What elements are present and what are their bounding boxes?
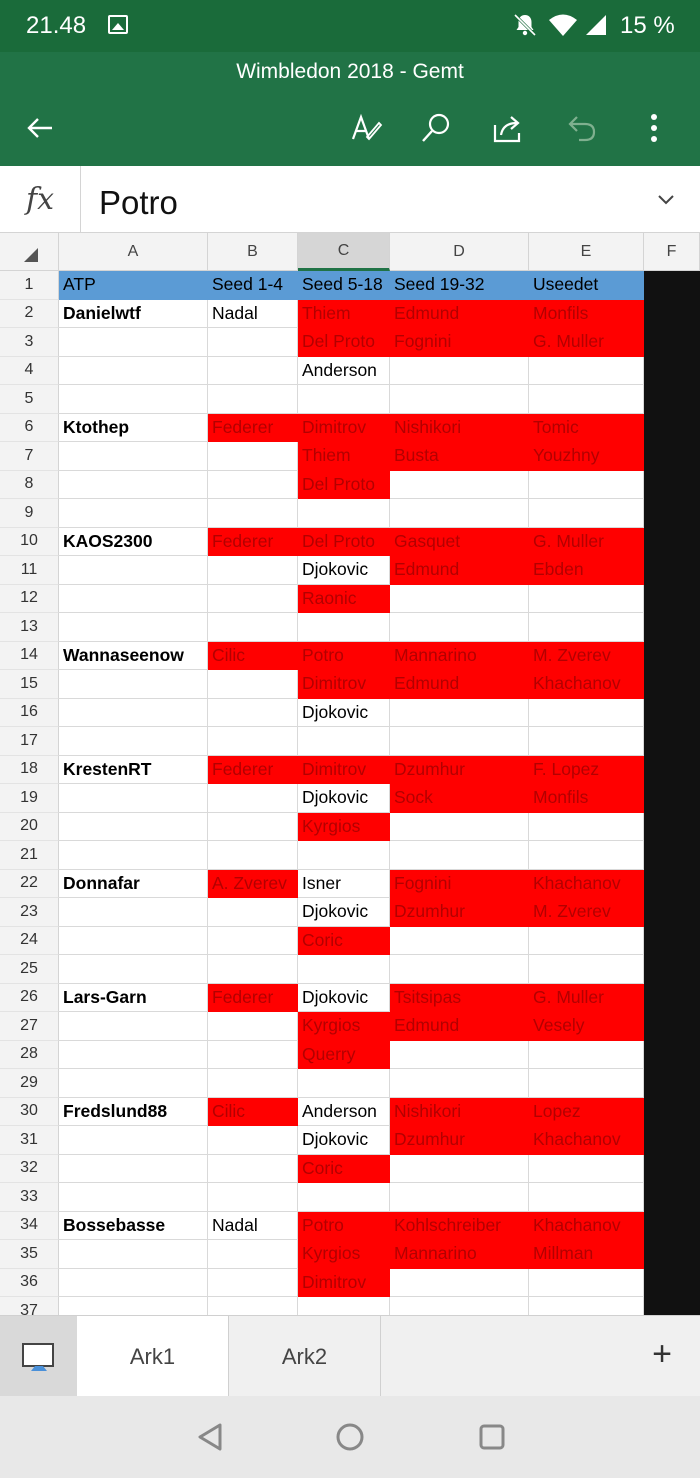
- cell-d19[interactable]: Sock: [390, 784, 529, 813]
- cell-a17[interactable]: [59, 727, 208, 756]
- row-header[interactable]: 7: [0, 442, 59, 471]
- cell-a12[interactable]: [59, 585, 208, 614]
- status-bar: [0, 0, 700, 52]
- cell-d4[interactable]: [390, 357, 529, 386]
- cell-a9[interactable]: [59, 499, 208, 528]
- cell-b3[interactable]: [208, 328, 298, 357]
- cell-b14[interactable]: Cilic: [208, 642, 298, 671]
- cell-e5[interactable]: [529, 385, 644, 414]
- cell-d12[interactable]: [390, 585, 529, 614]
- cell-d7[interactable]: Busta: [390, 442, 529, 471]
- cell-a21[interactable]: [59, 841, 208, 870]
- column-header-f[interactable]: F: [644, 233, 700, 271]
- cell-b24[interactable]: [208, 927, 298, 956]
- cell-a25[interactable]: [59, 955, 208, 984]
- row-header[interactable]: 2: [0, 300, 59, 329]
- cell-e31[interactable]: Khachanov: [529, 1126, 644, 1155]
- cell-e21[interactable]: [529, 841, 644, 870]
- cell-b17[interactable]: [208, 727, 298, 756]
- cell-b10[interactable]: Federer: [208, 528, 298, 557]
- cell-c15[interactable]: Dimitrov: [298, 670, 390, 699]
- sheets-toggle-button[interactable]: [0, 1316, 77, 1397]
- cell-c18[interactable]: Dimitrov: [298, 756, 390, 785]
- cell-d31[interactable]: Dzumhur: [390, 1126, 529, 1155]
- cell-c20[interactable]: Kyrgios: [298, 813, 390, 842]
- column-header-a[interactable]: A: [59, 233, 208, 271]
- cell-a23[interactable]: [59, 898, 208, 927]
- cell-c30[interactable]: Anderson: [298, 1098, 390, 1127]
- column-header-d[interactable]: D: [390, 233, 529, 271]
- cell-a5[interactable]: [59, 385, 208, 414]
- row-header[interactable]: 9: [0, 499, 59, 528]
- cell-c6[interactable]: Dimitrov: [298, 414, 390, 443]
- cell-b2[interactable]: Nadal: [208, 300, 298, 329]
- cell-c28[interactable]: Querry: [298, 1041, 390, 1070]
- cell-d20[interactable]: [390, 813, 529, 842]
- cell-b21[interactable]: [208, 841, 298, 870]
- row-header[interactable]: 21: [0, 841, 59, 870]
- cell-c35[interactable]: Kyrgios: [298, 1240, 390, 1269]
- draw-icon[interactable]: [346, 108, 386, 148]
- cell-c12[interactable]: Raonic: [298, 585, 390, 614]
- cell-a2[interactable]: Danielwtf: [59, 300, 208, 329]
- cell-e10[interactable]: G. Muller: [529, 528, 644, 557]
- row-header[interactable]: 36: [0, 1269, 59, 1298]
- cell-b34[interactable]: Nadal: [208, 1212, 298, 1241]
- cell-b33[interactable]: [208, 1183, 298, 1212]
- row-header[interactable]: 11: [0, 556, 59, 585]
- cell-a35[interactable]: [59, 1240, 208, 1269]
- cell-b16[interactable]: [208, 699, 298, 728]
- row-header[interactable]: 30: [0, 1098, 59, 1127]
- cell-c13[interactable]: [298, 613, 390, 642]
- cell-d14[interactable]: Mannarino: [390, 642, 529, 671]
- formula-input[interactable]: Potro: [99, 184, 178, 221]
- row-header[interactable]: 18: [0, 756, 59, 785]
- row-header[interactable]: 33: [0, 1183, 59, 1212]
- cell-d36[interactable]: [390, 1269, 529, 1298]
- cell-d37[interactable]: [390, 1297, 529, 1315]
- cell-b31[interactable]: [208, 1126, 298, 1155]
- cell-b29[interactable]: [208, 1069, 298, 1098]
- cell-c36[interactable]: Dimitrov: [298, 1269, 390, 1298]
- cell-c22[interactable]: Isner: [298, 870, 390, 899]
- row-header[interactable]: 31: [0, 1126, 59, 1155]
- cell-a20[interactable]: [59, 813, 208, 842]
- cell-d13[interactable]: [390, 613, 529, 642]
- cell-b7[interactable]: [208, 442, 298, 471]
- cell-d26[interactable]: Tsitsipas: [390, 984, 529, 1013]
- cell-a19[interactable]: [59, 784, 208, 813]
- home-circle-icon[interactable]: [332, 1419, 368, 1455]
- cell-c1[interactable]: Seed 5-18: [298, 271, 390, 300]
- row-header[interactable]: 12: [0, 585, 59, 614]
- cell-b22[interactable]: A. Zverev: [208, 870, 298, 899]
- cell-e24[interactable]: [529, 927, 644, 956]
- cell-a15[interactable]: [59, 670, 208, 699]
- cell-c23[interactable]: Djokovic: [298, 898, 390, 927]
- cell-a22[interactable]: Donnafar: [59, 870, 208, 899]
- cell-c29[interactable]: [298, 1069, 390, 1098]
- row-header[interactable]: 10: [0, 528, 59, 557]
- cell-c10[interactable]: Del Proto: [298, 528, 390, 557]
- cell-d23[interactable]: Dzumhur: [390, 898, 529, 927]
- cell-d22[interactable]: Fognini: [390, 870, 529, 899]
- cell-b19[interactable]: [208, 784, 298, 813]
- cell-d21[interactable]: [390, 841, 529, 870]
- cell-e37[interactable]: [529, 1297, 644, 1315]
- cell-b20[interactable]: [208, 813, 298, 842]
- cell-b27[interactable]: [208, 1012, 298, 1041]
- wifi-icon: [548, 13, 578, 37]
- cell-a4[interactable]: [59, 357, 208, 386]
- chevron-down-icon[interactable]: [655, 188, 677, 210]
- cell-c8[interactable]: Del Proto: [298, 471, 390, 500]
- row-header[interactable]: 24: [0, 927, 59, 956]
- cell-c5[interactable]: [298, 385, 390, 414]
- app-bar: [0, 52, 700, 166]
- cell-b35[interactable]: [208, 1240, 298, 1269]
- row-header[interactable]: 19: [0, 784, 59, 813]
- row-header[interactable]: 27: [0, 1012, 59, 1041]
- cell-d1[interactable]: Seed 19-32: [390, 271, 529, 300]
- cell-d10[interactable]: Gasquet: [390, 528, 529, 557]
- cell-b8[interactable]: [208, 471, 298, 500]
- cell-e2[interactable]: Monfils: [529, 300, 644, 329]
- cell-e29[interactable]: [529, 1069, 644, 1098]
- cell-d8[interactable]: [390, 471, 529, 500]
- cell-e9[interactable]: [529, 499, 644, 528]
- cell-a29[interactable]: [59, 1069, 208, 1098]
- cell-a10[interactable]: KAOS2300: [59, 528, 208, 557]
- cell-e32[interactable]: [529, 1155, 644, 1184]
- cell-a33[interactable]: [59, 1183, 208, 1212]
- cell-a36[interactable]: [59, 1269, 208, 1298]
- cell-e14[interactable]: M. Zverev: [529, 642, 644, 671]
- cell-d24[interactable]: [390, 927, 529, 956]
- sheet-tab-bar: [0, 1315, 700, 1397]
- row-header[interactable]: 4: [0, 357, 59, 386]
- row-header[interactable]: 34: [0, 1212, 59, 1241]
- cell-a30[interactable]: Fredslund88: [59, 1098, 208, 1127]
- cell-d3[interactable]: Fognini: [390, 328, 529, 357]
- cell-b12[interactable]: [208, 585, 298, 614]
- cell-e1[interactable]: Useedet: [529, 271, 644, 300]
- system-nav-bar: [0, 1396, 700, 1478]
- cell-c14[interactable]: Potro: [298, 642, 390, 671]
- cell-b9[interactable]: [208, 499, 298, 528]
- cell-d33[interactable]: [390, 1183, 529, 1212]
- cell-c17[interactable]: [298, 727, 390, 756]
- cell-d11[interactable]: Edmund: [390, 556, 529, 585]
- column-header-c[interactable]: C: [298, 233, 390, 271]
- cell-e17[interactable]: [529, 727, 644, 756]
- cell-d5[interactable]: [390, 385, 529, 414]
- formula-bar: [0, 166, 700, 233]
- cell-e8[interactable]: [529, 471, 644, 500]
- cell-d29[interactable]: [390, 1069, 529, 1098]
- row-header[interactable]: 26: [0, 984, 59, 1013]
- cell-d17[interactable]: [390, 727, 529, 756]
- cell-e34[interactable]: Khachanov: [529, 1212, 644, 1241]
- cell-e7[interactable]: Youzhny: [529, 442, 644, 471]
- row-header[interactable]: 22: [0, 870, 59, 899]
- cell-d32[interactable]: [390, 1155, 529, 1184]
- row-header[interactable]: 32: [0, 1155, 59, 1184]
- cell-d18[interactable]: Dzumhur: [390, 756, 529, 785]
- cell-d2[interactable]: Edmund: [390, 300, 529, 329]
- cell-e25[interactable]: [529, 955, 644, 984]
- tab-ark2[interactable]: Ark2: [229, 1316, 381, 1397]
- cell-e13[interactable]: [529, 613, 644, 642]
- cell-b5[interactable]: [208, 385, 298, 414]
- back-arrow-icon[interactable]: [20, 108, 60, 148]
- cell-b36[interactable]: [208, 1269, 298, 1298]
- cell-d28[interactable]: [390, 1041, 529, 1070]
- row-header[interactable]: 5: [0, 385, 59, 414]
- cell-a16[interactable]: [59, 699, 208, 728]
- cell-c11[interactable]: Djokovic: [298, 556, 390, 585]
- cell-b1[interactable]: Seed 1-4: [208, 271, 298, 300]
- cell-a28[interactable]: [59, 1041, 208, 1070]
- cell-e22[interactable]: Khachanov: [529, 870, 644, 899]
- row-header[interactable]: 8: [0, 471, 59, 500]
- cell-a1[interactable]: ATP: [59, 271, 208, 300]
- signal-icon: [584, 13, 608, 37]
- cell-d15[interactable]: Edmund: [390, 670, 529, 699]
- cell-e33[interactable]: [529, 1183, 644, 1212]
- row-header[interactable]: 16: [0, 699, 59, 728]
- row-header[interactable]: 14: [0, 642, 59, 671]
- cell-c31[interactable]: Djokovic: [298, 1126, 390, 1155]
- fx-label: fx: [0, 166, 81, 232]
- cell-b15[interactable]: [208, 670, 298, 699]
- cell-c3[interactable]: Del Proto: [298, 328, 390, 357]
- cell-c2[interactable]: Thiem: [298, 300, 390, 329]
- row-header[interactable]: 17: [0, 727, 59, 756]
- cell-d30[interactable]: Nishikori: [390, 1098, 529, 1127]
- cell-a34[interactable]: Bossebasse: [59, 1212, 208, 1241]
- cell-e11[interactable]: Ebden: [529, 556, 644, 585]
- select-all-corner[interactable]: [0, 233, 59, 271]
- cell-b6[interactable]: Federer: [208, 414, 298, 443]
- cell-d34[interactable]: Kohlschreiber: [390, 1212, 529, 1241]
- cell-a11[interactable]: [59, 556, 208, 585]
- cell-e23[interactable]: M. Zverev: [529, 898, 644, 927]
- cell-b4[interactable]: [208, 357, 298, 386]
- cell-a6[interactable]: Ktothep: [59, 414, 208, 443]
- cell-a13[interactable]: [59, 613, 208, 642]
- row-header[interactable]: 28: [0, 1041, 59, 1070]
- cell-a18[interactable]: KrestenRT: [59, 756, 208, 785]
- cell-c27[interactable]: Kyrgios: [298, 1012, 390, 1041]
- cell-c19[interactable]: Djokovic: [298, 784, 390, 813]
- cell-a27[interactable]: [59, 1012, 208, 1041]
- column-f-fill: [644, 271, 700, 1315]
- cell-e28[interactable]: [529, 1041, 644, 1070]
- cell-c24[interactable]: Coric: [298, 927, 390, 956]
- cell-e6[interactable]: Tomic: [529, 414, 644, 443]
- cell-e35[interactable]: Millman: [529, 1240, 644, 1269]
- cell-d25[interactable]: [390, 955, 529, 984]
- cell-b11[interactable]: [208, 556, 298, 585]
- tab-ark1[interactable]: Ark1: [77, 1316, 229, 1397]
- spreadsheet-grid[interactable]: [0, 233, 700, 1315]
- cell-a26[interactable]: Lars-Garn: [59, 984, 208, 1013]
- cell-e3[interactable]: G. Muller: [529, 328, 644, 357]
- cell-e12[interactable]: [529, 585, 644, 614]
- row-header[interactable]: 29: [0, 1069, 59, 1098]
- cell-b28[interactable]: [208, 1041, 298, 1070]
- share-icon[interactable]: [488, 108, 528, 148]
- document-title: Wimbledon 2018 - Gemt: [236, 60, 464, 83]
- cell-b26[interactable]: Federer: [208, 984, 298, 1013]
- cell-e20[interactable]: [529, 813, 644, 842]
- column-header-e[interactable]: E: [529, 233, 644, 271]
- cell-c25[interactable]: [298, 955, 390, 984]
- cell-b18[interactable]: Federer: [208, 756, 298, 785]
- cell-d35[interactable]: Mannarino: [390, 1240, 529, 1269]
- row-header[interactable]: 20: [0, 813, 59, 842]
- row-header[interactable]: 13: [0, 613, 59, 642]
- cell-a32[interactable]: [59, 1155, 208, 1184]
- cell-d6[interactable]: Nishikori: [390, 414, 529, 443]
- cell-c7[interactable]: Thiem: [298, 442, 390, 471]
- cell-d27[interactable]: Edmund: [390, 1012, 529, 1041]
- cell-b32[interactable]: [208, 1155, 298, 1184]
- cell-e30[interactable]: Lopez: [529, 1098, 644, 1127]
- cell-c32[interactable]: Coric: [298, 1155, 390, 1184]
- cell-e18[interactable]: F. Lopez: [529, 756, 644, 785]
- row-header[interactable]: 3: [0, 328, 59, 357]
- sheets-icon: [21, 1341, 57, 1373]
- cell-c34[interactable]: Potro: [298, 1212, 390, 1241]
- cell-b25[interactable]: [208, 955, 298, 984]
- battery-percent: 15 %: [620, 12, 675, 39]
- row-header[interactable]: 15: [0, 670, 59, 699]
- cell-c21[interactable]: [298, 841, 390, 870]
- cell-e19[interactable]: Monfils: [529, 784, 644, 813]
- cell-e16[interactable]: [529, 699, 644, 728]
- row-header[interactable]: 35: [0, 1240, 59, 1269]
- cell-a7[interactable]: [59, 442, 208, 471]
- status-time: 21.48: [26, 12, 87, 39]
- cell-d16[interactable]: [390, 699, 529, 728]
- cell-a37[interactable]: [59, 1297, 208, 1315]
- row-header[interactable]: 23: [0, 898, 59, 927]
- cell-c33[interactable]: [298, 1183, 390, 1212]
- image-icon: [108, 15, 128, 34]
- cell-c37[interactable]: [298, 1297, 390, 1315]
- row-header[interactable]: 37: [0, 1297, 59, 1315]
- row-header[interactable]: 6: [0, 414, 59, 443]
- cell-e4[interactable]: [529, 357, 644, 386]
- cell-a31[interactable]: [59, 1126, 208, 1155]
- cell-b30[interactable]: Cilic: [208, 1098, 298, 1127]
- cell-c26[interactable]: Djokovic: [298, 984, 390, 1013]
- cell-c16[interactable]: Djokovic: [298, 699, 390, 728]
- cell-a14[interactable]: Wannaseenow: [59, 642, 208, 671]
- undo-icon[interactable]: [562, 108, 602, 148]
- cell-e15[interactable]: Khachanov: [529, 670, 644, 699]
- cell-e27[interactable]: Vesely: [529, 1012, 644, 1041]
- cell-a8[interactable]: [59, 471, 208, 500]
- row-header[interactable]: 1: [0, 271, 59, 300]
- cell-a3[interactable]: [59, 328, 208, 357]
- recents-square-icon[interactable]: [474, 1419, 510, 1455]
- cell-b23[interactable]: [208, 898, 298, 927]
- cell-a24[interactable]: [59, 927, 208, 956]
- cell-d9[interactable]: [390, 499, 529, 528]
- cell-b13[interactable]: [208, 613, 298, 642]
- column-header-b[interactable]: B: [208, 233, 298, 271]
- cell-e26[interactable]: G. Muller: [529, 984, 644, 1013]
- back-triangle-icon[interactable]: [192, 1419, 228, 1455]
- cell-c9[interactable]: [298, 499, 390, 528]
- cell-b37[interactable]: [208, 1297, 298, 1315]
- more-icon[interactable]: [634, 108, 674, 148]
- cell-c4[interactable]: Anderson: [298, 357, 390, 386]
- cell-e36[interactable]: [529, 1269, 644, 1298]
- bell-off-icon: [512, 12, 538, 38]
- search-icon[interactable]: [416, 108, 456, 148]
- row-header[interactable]: 25: [0, 955, 59, 984]
- add-sheet-button[interactable]: +: [652, 1334, 672, 1373]
